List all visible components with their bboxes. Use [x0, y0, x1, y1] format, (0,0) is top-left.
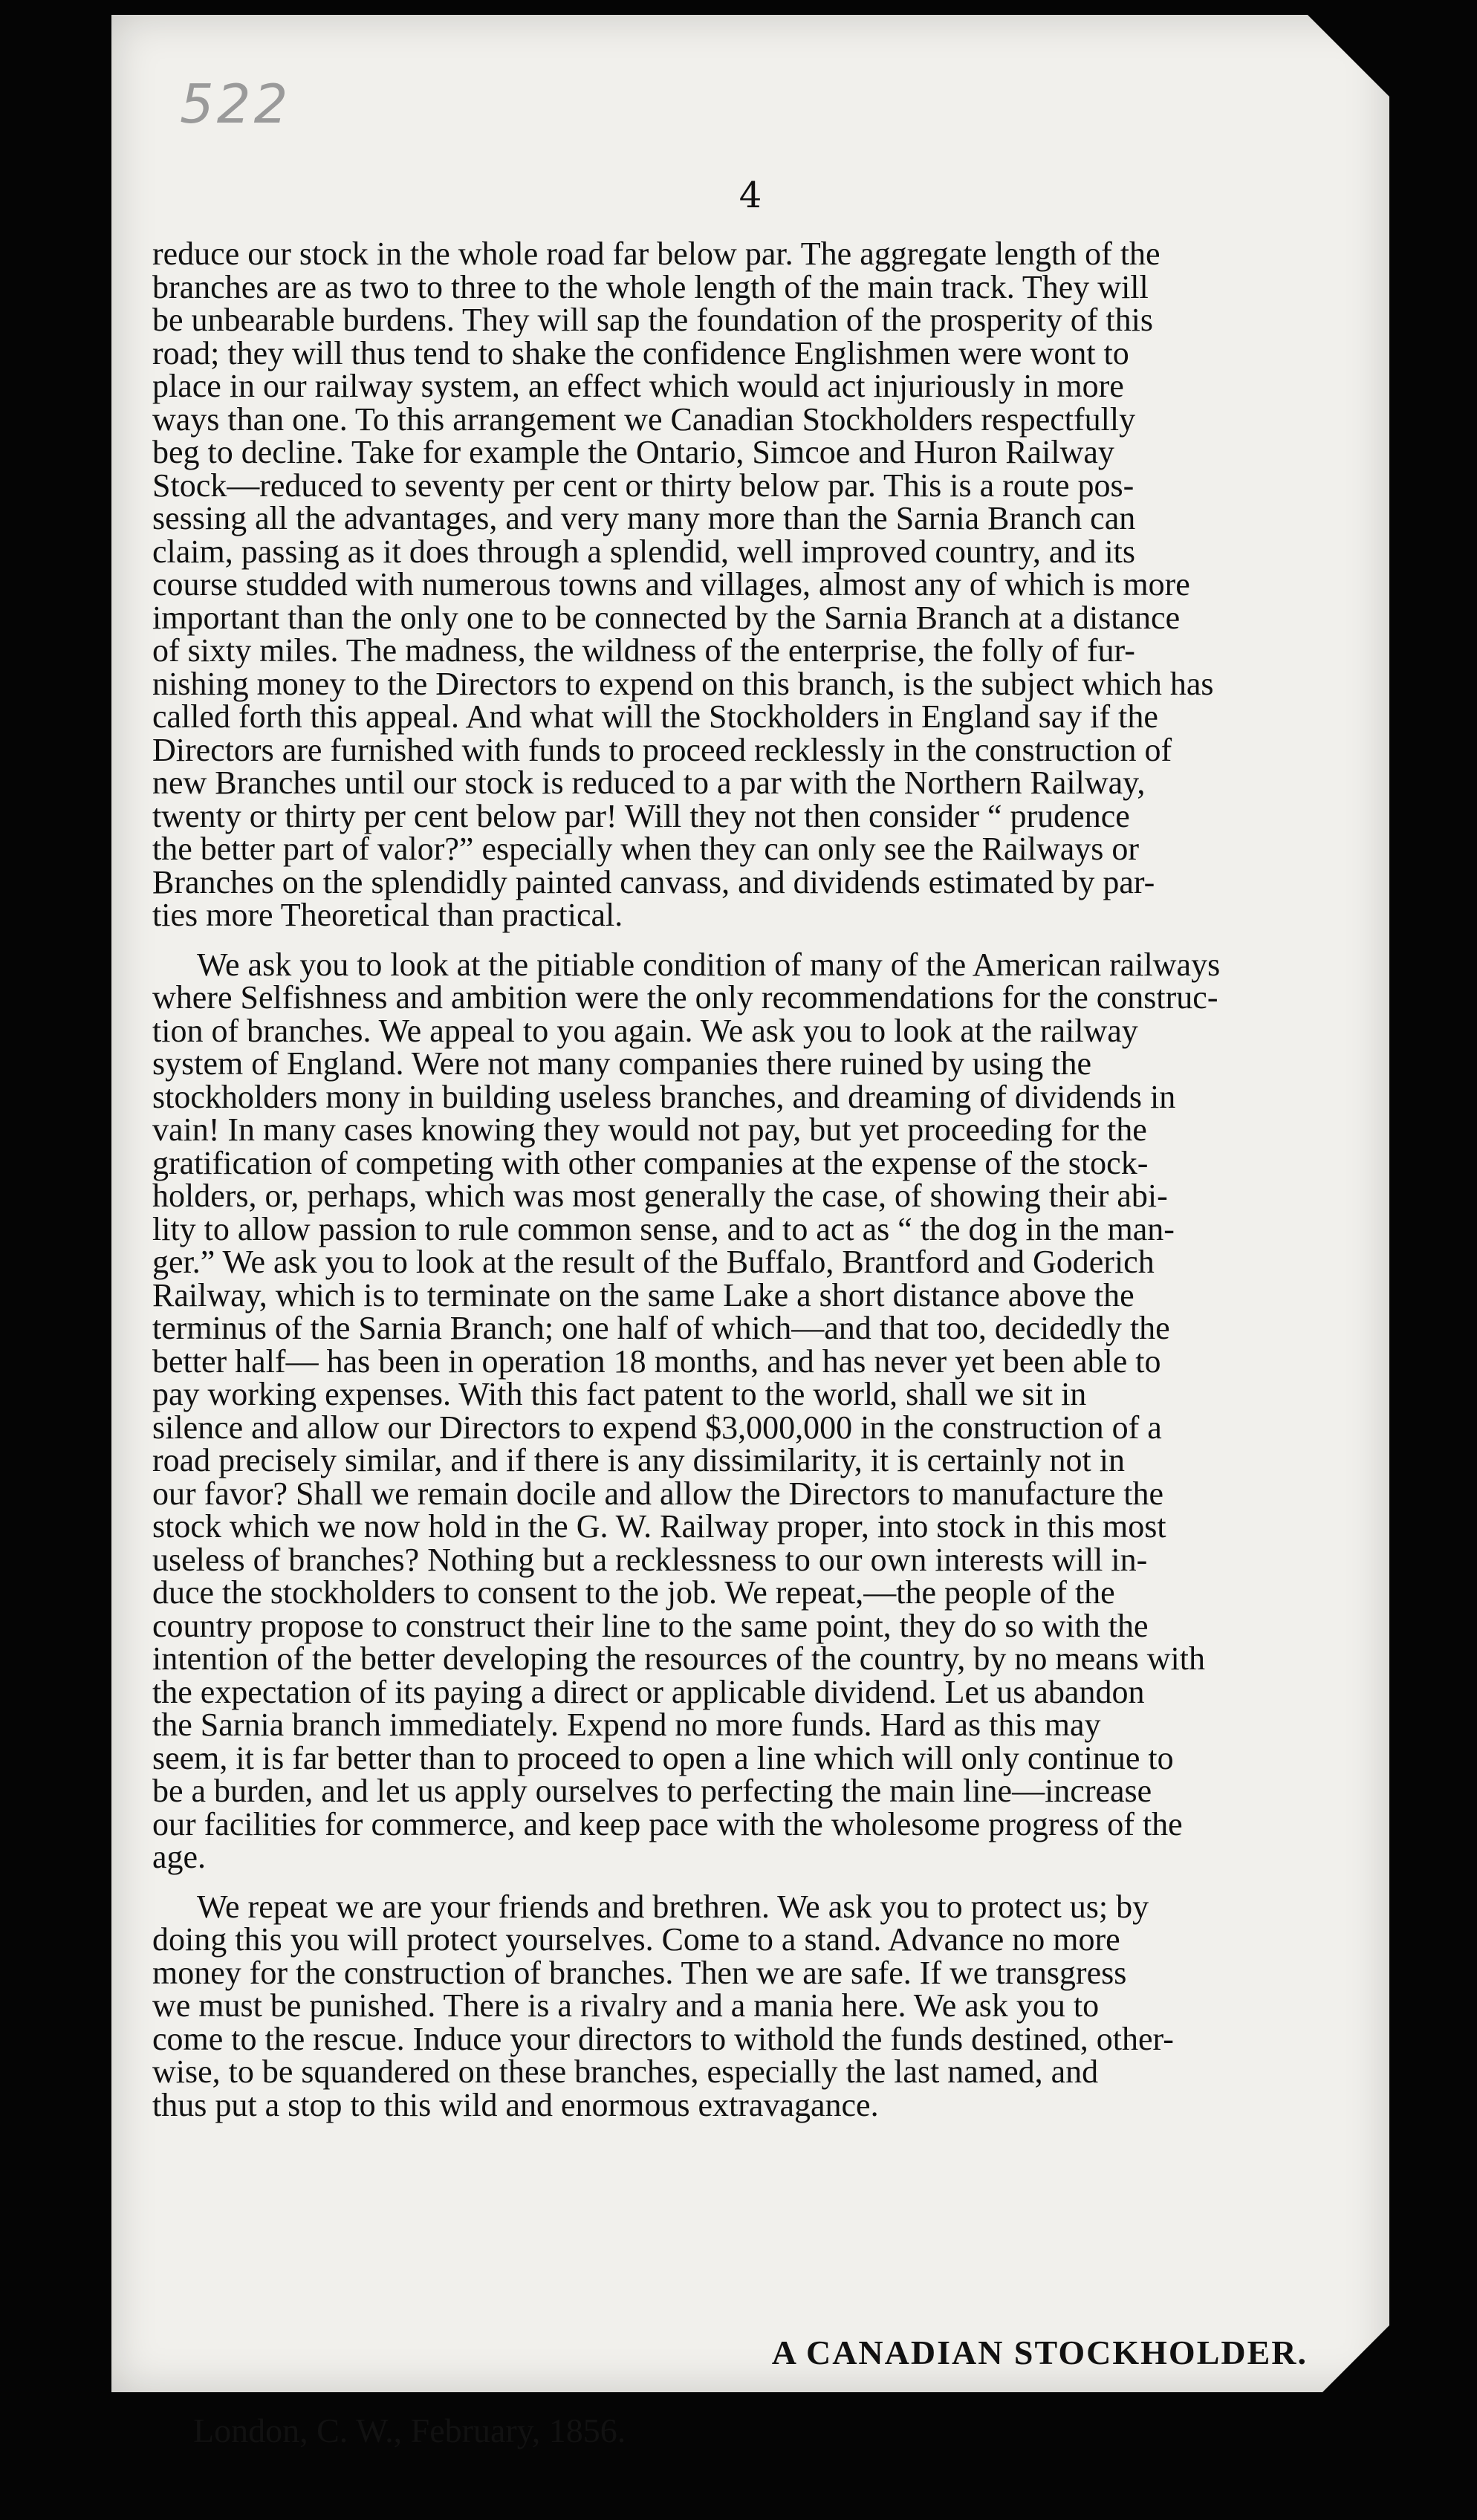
- text-line: better half— has been in operation 18 months, and has never yet been able to: [152, 1342, 1161, 1380]
- text-line: branches are as two to three to the whole length of the main track. They will: [152, 268, 1149, 305]
- text-line: duce the stockholders to consent to the job. We repeat,—the people of the: [152, 1574, 1115, 1611]
- text-line: twenty or thirty per cent below par! Will they not then consider “ prudence: [152, 797, 1130, 834]
- page-number: 4: [738, 175, 762, 216]
- text-line: useless of branches? Nothing but a recklessness to our own interests will in-: [152, 1541, 1148, 1578]
- text-line: ties more Theoretical than practical.: [152, 897, 623, 933]
- text-line: Stock—reduced to seventy per cent or thirty below par. This is a route pos-: [152, 467, 1134, 504]
- text-line: important than the only one to be connected by the Sarnia Branch at a distance: [152, 599, 1181, 636]
- folded-corner: [1308, 15, 1389, 97]
- text-line: wise, to be squandered on these branches, especially the last named, and: [152, 2053, 1099, 2090]
- paragraph-3: [152, 1888, 1356, 2123]
- text-line: course studded with numerous towns and villages, almost any of which is more: [152, 566, 1190, 603]
- document-page: [111, 15, 1389, 2449]
- text-line: claim, passing as it does through a splendid, well improved country, and its: [152, 533, 1136, 570]
- text-line: road; they will thus tend to shake the confidence Englishmen were wont to: [152, 334, 1129, 371]
- paragraph-2: [152, 946, 1356, 1875]
- text-line: our favor? Shall we remain docile and allow the Directors to manufacture the: [152, 1475, 1164, 1512]
- text-line: gratification of competing with other companies at the expense of the stock-: [152, 1144, 1149, 1181]
- text-line: ways than one. To this arrangement we Canadian Stockholders respectfully: [152, 400, 1136, 438]
- text-line: intention of the better developing the resources of the country, by no means with: [152, 1640, 1205, 1677]
- text-line: Directors are furnished with funds to proceed recklessly in the construction of: [152, 731, 1172, 768]
- text-line: system of England. Were not many companies there ruined by using the: [152, 1045, 1092, 1082]
- text-line: our facilities for commerce, and keep pace with the wholesome progress of the: [152, 1805, 1183, 1842]
- text-line: the expectation of its paying a direct or applicable dividend. Let us abandon: [152, 1673, 1145, 1710]
- text-line: Branches on the splendidly painted canvass, and dividends estimated by par-: [152, 863, 1155, 900]
- text-line: silence and allow our Directors to expend $3,000,000 in the construction of a: [152, 1409, 1162, 1446]
- text-line: road precisely similar, and if there is any dissimilarity, it is certainly not in: [152, 1442, 1125, 1478]
- text-line: doing this you will protect yourselves. Come to a stand. Advance no more: [152, 1921, 1120, 1958]
- text-line: be unbearable burdens. They will sap the foundation of the prosperity of this: [152, 302, 1153, 338]
- signature: A CANADIAN STOCKHOLDER.: [771, 2334, 1308, 2371]
- text-line: come to the rescue. Induce your directors to withold the funds destined, other-: [152, 2020, 1174, 2057]
- text-line: new Branches until our stock is reduced to a par with the Northern Railway,: [152, 764, 1146, 801]
- text-line: country propose to construct their line to the same point, they do so with the: [152, 1607, 1149, 1644]
- body-text: [152, 238, 1356, 2138]
- text-line: ger.” We ask you to look at the result of the Buffalo, Brantford and Goderich: [152, 1244, 1155, 1280]
- text-line: pay working expenses. With this fact patent to the world, shall we sit in: [152, 1376, 1087, 1412]
- text-line: called forth this appeal. And what will the Stockholders in England say if the: [152, 698, 1158, 735]
- text-line: stock which we now hold in the G. W. Railway proper, into stock in this most: [152, 1508, 1166, 1545]
- text-line: Railway, which is to terminate on the same Lake a short distance above the: [152, 1276, 1134, 1313]
- text-line: We repeat we are your friends and brethren. We ask you to protect us; by: [197, 1888, 1149, 1925]
- torn-corner: [1322, 2325, 1389, 2392]
- text-line: where Selfishness and ambition were the only recommendations for the construc-: [152, 979, 1218, 1016]
- text-line: holders, or, perhaps, which was most generally the case, of showing their abi-: [152, 1178, 1168, 1214]
- text-line: vain! In many cases knowing they would not pay, but yet proceeding for the: [152, 1111, 1147, 1148]
- text-line: money for the construction of branches. Then we are safe. If we transgress: [152, 1954, 1127, 1991]
- text-line: of sixty miles. The madness, the wildness of the enterprise, the folly of fur-: [152, 632, 1135, 669]
- text-line: terminus of the Sarnia Branch; one half of which—and that too, decidedly the: [152, 1310, 1170, 1346]
- text-line: We ask you to look at the pitiable condition of many of the American railways: [197, 946, 1221, 983]
- text-line: nishing money to the Directors to expend on this branch, is the subject which has: [152, 665, 1214, 702]
- text-line: the Sarnia branch immediately. Expend no more funds. Hard as this may: [152, 1706, 1101, 1743]
- manuscript-number: 522: [180, 73, 291, 135]
- text-line: place in our railway system, an effect which would act injuriously in more: [152, 368, 1124, 404]
- text-line: tion of branches. We appeal to you again. We ask you to look at the railway: [152, 1012, 1138, 1049]
- text-line: seem, it is far better than to proceed to open a line which will only continue to: [152, 1739, 1174, 1776]
- dateline: London, C. W., February, 1856.: [193, 2412, 626, 2449]
- text-line: thus put a stop to this wild and enormous extravagance.: [152, 2086, 879, 2123]
- text-line: sessing all the advantages, and very many more than the Sarnia Branch can: [152, 500, 1136, 536]
- text-line: beg to decline. Take for example the Ontario, Simcoe and Huron Railway: [152, 434, 1114, 470]
- text-line: the better part of valor?” especially when they can only see the Railways or: [152, 831, 1140, 867]
- text-line: we must be punished. There is a rivalry and a mania here. We ask you to: [152, 1987, 1100, 2024]
- text-line: be a burden, and let us apply ourselves to perfecting the main line—increase: [152, 1773, 1152, 1809]
- text-line: age.: [152, 1839, 207, 1875]
- text-line: reduce our stock in the whole road far below par. The aggregate length of the: [152, 236, 1160, 272]
- paragraph-1: [152, 238, 1356, 932]
- text-line: lity to allow passion to rule common sense, and to act as “ the dog in the man-: [152, 1210, 1175, 1247]
- text-line: stockholders mony in building useless branches, and dreaming of dividends in: [152, 1078, 1176, 1115]
